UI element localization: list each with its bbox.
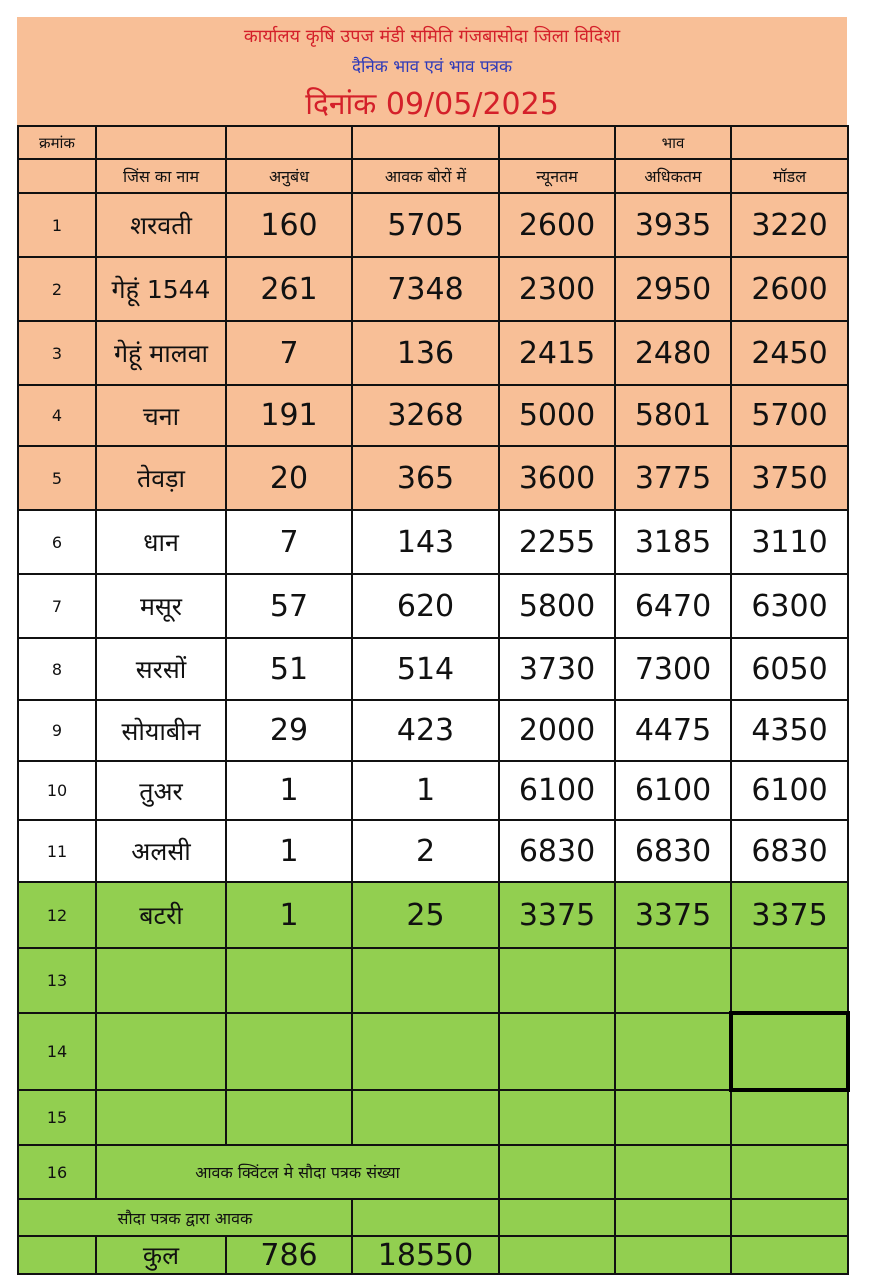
empty-cell[interactable] — [615, 1013, 731, 1090]
min-cell[interactable]: 5800 — [499, 574, 615, 638]
modal-cell[interactable]: 3375 — [731, 882, 848, 948]
contract-cell[interactable]: 1 — [226, 761, 352, 820]
empty-cell[interactable] — [615, 948, 731, 1013]
arrival-cell[interactable]: 2 — [352, 820, 499, 882]
crop-name-cell[interactable]: अलसी — [96, 820, 226, 882]
arrival-cell[interactable]: 514 — [352, 638, 499, 700]
min-cell[interactable]: 3375 — [499, 882, 615, 948]
modal-cell[interactable]: 4350 — [731, 700, 848, 761]
modal-cell[interactable]: 2450 — [731, 321, 848, 385]
max-cell[interactable]: 6830 — [615, 820, 731, 882]
max-cell[interactable]: 4475 — [615, 700, 731, 761]
total-arrival-cell[interactable]: 18550 — [352, 1236, 499, 1274]
contract-cell[interactable]: 51 — [226, 638, 352, 700]
min-cell[interactable]: 6830 — [499, 820, 615, 882]
modal-cell[interactable]: 5700 — [731, 385, 848, 446]
crop-name-cell[interactable]: चना — [96, 385, 226, 446]
serial-cell[interactable]: 13 — [18, 948, 96, 1013]
serial-cell[interactable]: 7 — [18, 574, 96, 638]
modal-cell[interactable]: 6300 — [731, 574, 848, 638]
serial-cell[interactable]: 11 — [18, 820, 96, 882]
arrival-cell[interactable]: 136 — [352, 321, 499, 385]
empty-cell[interactable] — [499, 1199, 615, 1236]
min-cell[interactable]: 2255 — [499, 510, 615, 574]
header-empty-cell[interactable] — [96, 126, 226, 159]
serial-cell[interactable]: 6 — [18, 510, 96, 574]
serial-cell[interactable]: 8 — [18, 638, 96, 700]
modal-cell[interactable]: 3110 — [731, 510, 848, 574]
serial-cell[interactable]: 2 — [18, 257, 96, 321]
summary-row — [18, 1145, 848, 1199]
crop-name-cell[interactable]: गेहूं 1544 — [96, 257, 226, 321]
serial-cell[interactable]: 12 — [18, 882, 96, 948]
sauda-row — [18, 1199, 848, 1236]
empty-cell[interactable] — [615, 1090, 731, 1145]
modal-cell[interactable]: 3750 — [731, 446, 848, 510]
empty-cell[interactable] — [731, 1090, 848, 1145]
col-contract-header[interactable]: अनुबंध — [226, 159, 352, 193]
min-cell[interactable]: 2300 — [499, 257, 615, 321]
table-row — [18, 761, 848, 820]
empty-cell[interactable] — [96, 1013, 226, 1090]
arrival-cell[interactable]: 3268 — [352, 385, 499, 446]
max-cell[interactable]: 6470 — [615, 574, 731, 638]
blank-row — [18, 1013, 848, 1090]
empty-cell[interactable] — [499, 1145, 615, 1199]
min-cell[interactable]: 6100 — [499, 761, 615, 820]
empty-cell[interactable] — [731, 1199, 848, 1236]
blank-row — [18, 948, 848, 1013]
contract-cell[interactable]: 1 — [226, 882, 352, 948]
crop-name-cell[interactable]: तुअर — [96, 761, 226, 820]
serial-cell[interactable]: 5 — [18, 446, 96, 510]
empty-cell[interactable] — [499, 948, 615, 1013]
modal-cell[interactable]: 6830 — [731, 820, 848, 882]
table-row — [18, 882, 848, 948]
table-row — [18, 638, 848, 700]
crop-name-cell[interactable]: धान — [96, 510, 226, 574]
header-empty-cell[interactable] — [18, 159, 96, 193]
empty-cell[interactable] — [226, 1090, 352, 1145]
header-empty-cell[interactable] — [499, 126, 615, 159]
empty-cell[interactable] — [615, 1199, 731, 1236]
serial-cell[interactable]: 10 — [18, 761, 96, 820]
col-crop-header[interactable]: जिंस का नाम — [96, 159, 226, 193]
max-cell[interactable]: 7300 — [615, 638, 731, 700]
max-cell[interactable]: 5801 — [615, 385, 731, 446]
contract-cell[interactable]: 29 — [226, 700, 352, 761]
empty-cell[interactable] — [352, 948, 499, 1013]
selected-cell[interactable] — [731, 1013, 848, 1090]
col-modal-header[interactable]: मॉडल — [731, 159, 848, 193]
serial-cell[interactable]: 14 — [18, 1013, 96, 1090]
col-price-group-header[interactable]: भाव — [615, 126, 731, 159]
empty-cell[interactable] — [615, 1145, 731, 1199]
serial-cell[interactable]: 3 — [18, 321, 96, 385]
max-cell[interactable]: 2480 — [615, 321, 731, 385]
serial-cell[interactable]: 9 — [18, 700, 96, 761]
max-cell[interactable]: 2950 — [615, 257, 731, 321]
header-empty-cell[interactable] — [226, 126, 352, 159]
max-cell[interactable]: 3185 — [615, 510, 731, 574]
min-cell[interactable]: 2415 — [499, 321, 615, 385]
min-cell[interactable]: 2000 — [499, 700, 615, 761]
modal-cell[interactable]: 3220 — [731, 193, 848, 257]
table-row — [18, 193, 848, 257]
table-row — [18, 700, 848, 761]
crop-name-cell[interactable]: मसूर — [96, 574, 226, 638]
crop-name-cell[interactable]: तेवड़ा — [96, 446, 226, 510]
max-cell[interactable]: 3935 — [615, 193, 731, 257]
serial-cell[interactable]: 1 — [18, 193, 96, 257]
price-table — [17, 125, 850, 1275]
empty-cell[interactable] — [352, 1199, 499, 1236]
max-cell[interactable]: 6100 — [615, 761, 731, 820]
contract-cell[interactable]: 261 — [226, 257, 352, 321]
table-row — [18, 820, 848, 882]
table-row — [18, 385, 848, 446]
empty-cell[interactable] — [615, 1236, 731, 1274]
header-row-1 — [18, 126, 848, 159]
crop-name-cell[interactable]: गेहूं मालवा — [96, 321, 226, 385]
empty-cell[interactable] — [499, 1013, 615, 1090]
modal-cell[interactable]: 6100 — [731, 761, 848, 820]
empty-cell[interactable] — [226, 948, 352, 1013]
total-contract-cell[interactable]: 786 — [226, 1236, 352, 1274]
empty-cell[interactable] — [731, 1236, 848, 1274]
crop-name-cell[interactable]: सरसों — [96, 638, 226, 700]
col-max-header[interactable]: अधिकतम — [615, 159, 731, 193]
modal-cell[interactable]: 6050 — [731, 638, 848, 700]
header-empty-cell[interactable] — [352, 126, 499, 159]
contract-cell[interactable]: 20 — [226, 446, 352, 510]
empty-cell[interactable] — [226, 1013, 352, 1090]
max-cell[interactable]: 3775 — [615, 446, 731, 510]
empty-cell[interactable] — [731, 948, 848, 1013]
contract-cell[interactable]: 57 — [226, 574, 352, 638]
col-min-header[interactable]: न्यूनतम — [499, 159, 615, 193]
contract-cell[interactable]: 7 — [226, 510, 352, 574]
empty-cell[interactable] — [499, 1236, 615, 1274]
min-cell[interactable]: 2600 — [499, 193, 615, 257]
sauda-label-cell[interactable]: सौदा पत्रक द्वारा आवक — [18, 1199, 352, 1236]
table-row — [18, 257, 848, 321]
max-cell[interactable]: 3375 — [615, 882, 731, 948]
empty-cell[interactable] — [96, 948, 226, 1013]
blank-row — [18, 1090, 848, 1145]
serial-cell[interactable]: 15 — [18, 1090, 96, 1145]
min-cell[interactable]: 3600 — [499, 446, 615, 510]
contract-cell[interactable]: 1 — [226, 820, 352, 882]
contract-cell[interactable]: 160 — [226, 193, 352, 257]
serial-cell[interactable]: 16 — [18, 1145, 96, 1199]
empty-cell[interactable] — [352, 1090, 499, 1145]
total-row — [18, 1236, 848, 1274]
min-cell[interactable]: 5000 — [499, 385, 615, 446]
serial-cell[interactable]: 4 — [18, 385, 96, 446]
arrival-cell[interactable]: 25 — [352, 882, 499, 948]
col-sno-header[interactable]: क्रमांक — [18, 126, 96, 159]
row16-label-cell[interactable]: आवक क्विंटल मे सौदा पत्रक संख्या — [96, 1145, 499, 1199]
table-row — [18, 574, 848, 638]
arrival-cell[interactable]: 1 — [352, 761, 499, 820]
sheet-subtitle: दैनिक भाव एवं भाव पत्रक — [351, 57, 513, 77]
arrival-cell[interactable]: 620 — [352, 574, 499, 638]
crop-name-cell[interactable]: सोयाबीन — [96, 700, 226, 761]
col-arrival-header[interactable]: आवक बोरों में — [352, 159, 499, 193]
sheet-date: दिनांक 09/05/2025 — [305, 87, 559, 122]
contract-cell[interactable]: 7 — [226, 321, 352, 385]
table-row — [18, 321, 848, 385]
empty-cell[interactable] — [731, 1145, 848, 1199]
crop-name-cell[interactable]: शरवती — [96, 193, 226, 257]
total-label-cell[interactable]: कुल — [96, 1236, 226, 1274]
header-empty-cell[interactable] — [731, 126, 848, 159]
empty-cell[interactable] — [18, 1236, 96, 1274]
empty-cell[interactable] — [352, 1013, 499, 1090]
arrival-cell[interactable]: 365 — [352, 446, 499, 510]
modal-cell[interactable]: 2600 — [731, 257, 848, 321]
table-row — [18, 446, 848, 510]
empty-cell[interactable] — [499, 1090, 615, 1145]
min-cell[interactable]: 3730 — [499, 638, 615, 700]
office-title: कार्यालय कृषि उपज मंडी समिति गंजबासोदा जिला विदिशा — [243, 26, 621, 47]
table-row — [18, 510, 848, 574]
contract-cell[interactable]: 191 — [226, 385, 352, 446]
arrival-cell[interactable]: 5705 — [352, 193, 499, 257]
crop-name-cell[interactable]: बटरी — [96, 882, 226, 948]
arrival-cell[interactable]: 143 — [352, 510, 499, 574]
arrival-cell[interactable]: 7348 — [352, 257, 499, 321]
arrival-cell[interactable]: 423 — [352, 700, 499, 761]
empty-cell[interactable] — [96, 1090, 226, 1145]
header-row-2 — [18, 159, 848, 193]
